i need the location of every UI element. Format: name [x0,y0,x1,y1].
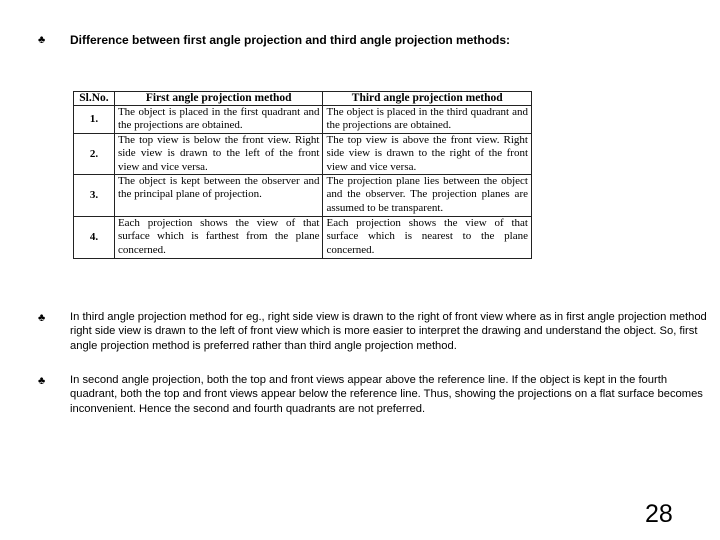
section-heading: Difference between first angle projection and third angle projection methods: [70,33,511,47]
first-angle-cell: The object is kept between the observer and the principal plane of projection. [114,175,323,217]
table-row [74,134,532,175]
club-bullet-icon: ♣ [38,312,46,324]
page-number: 28 [645,500,673,528]
third-angle-cell: The object is placed in the third quadrant and the projections are obtained. [323,106,532,134]
table-row [74,217,532,259]
paragraph-second-angle-note: In second angle projection, both the top and front views appear above the reference line. If the object is kept in the fourth quadrant, both the top and front views appear below the reference line. Thus, showing the projections on a flat surface becomes inconvenient. Hence the second and fourth quadrants are not preferred. [70,374,703,415]
third-angle-cell: Each projection shows the view of that surface which is nearest to the plane concerned. [323,217,532,259]
row-number: 3. [74,175,115,217]
paragraph-third-angle-note: In third angle projection method for eg., right side view is drawn to the right of front view where as in first angle projection method right side view is drawn to the left of front view which is more easier to interpret the drawing and understand the object. So, first angle projection method is preferred rather than third angle projection method. [70,311,707,352]
third-angle-cell: The projection plane lies between the object and the observer. The projection planes are assumed to be transparent. [323,175,532,217]
table-row [74,106,532,134]
row-number: 4. [74,217,115,259]
comparison-table [73,91,532,259]
third-angle-cell: The top view is above the front view. Right side view is drawn to the right of the front view and vice versa. [323,134,532,175]
row-number: 1. [74,106,115,134]
club-bullet-icon: ♣ [38,375,46,387]
first-angle-cell: The top view is below the front view. Right side view is drawn to the left of the front view and vice versa. [114,134,323,175]
first-angle-cell: The object is placed in the first quadrant and the projections are obtained. [114,106,323,134]
row-number: 2. [74,134,115,175]
first-angle-cell: Each projection shows the view of that surface which is farthest from the plane concerned. [114,217,323,259]
header-third-angle: Third angle projection method [323,92,532,106]
table-header-row [74,92,532,106]
header-first-angle: First angle projection method [114,92,323,106]
header-sl-no: Sl.No. [74,92,115,106]
table-row [74,175,532,217]
club-bullet-icon: ♣ [38,34,46,46]
